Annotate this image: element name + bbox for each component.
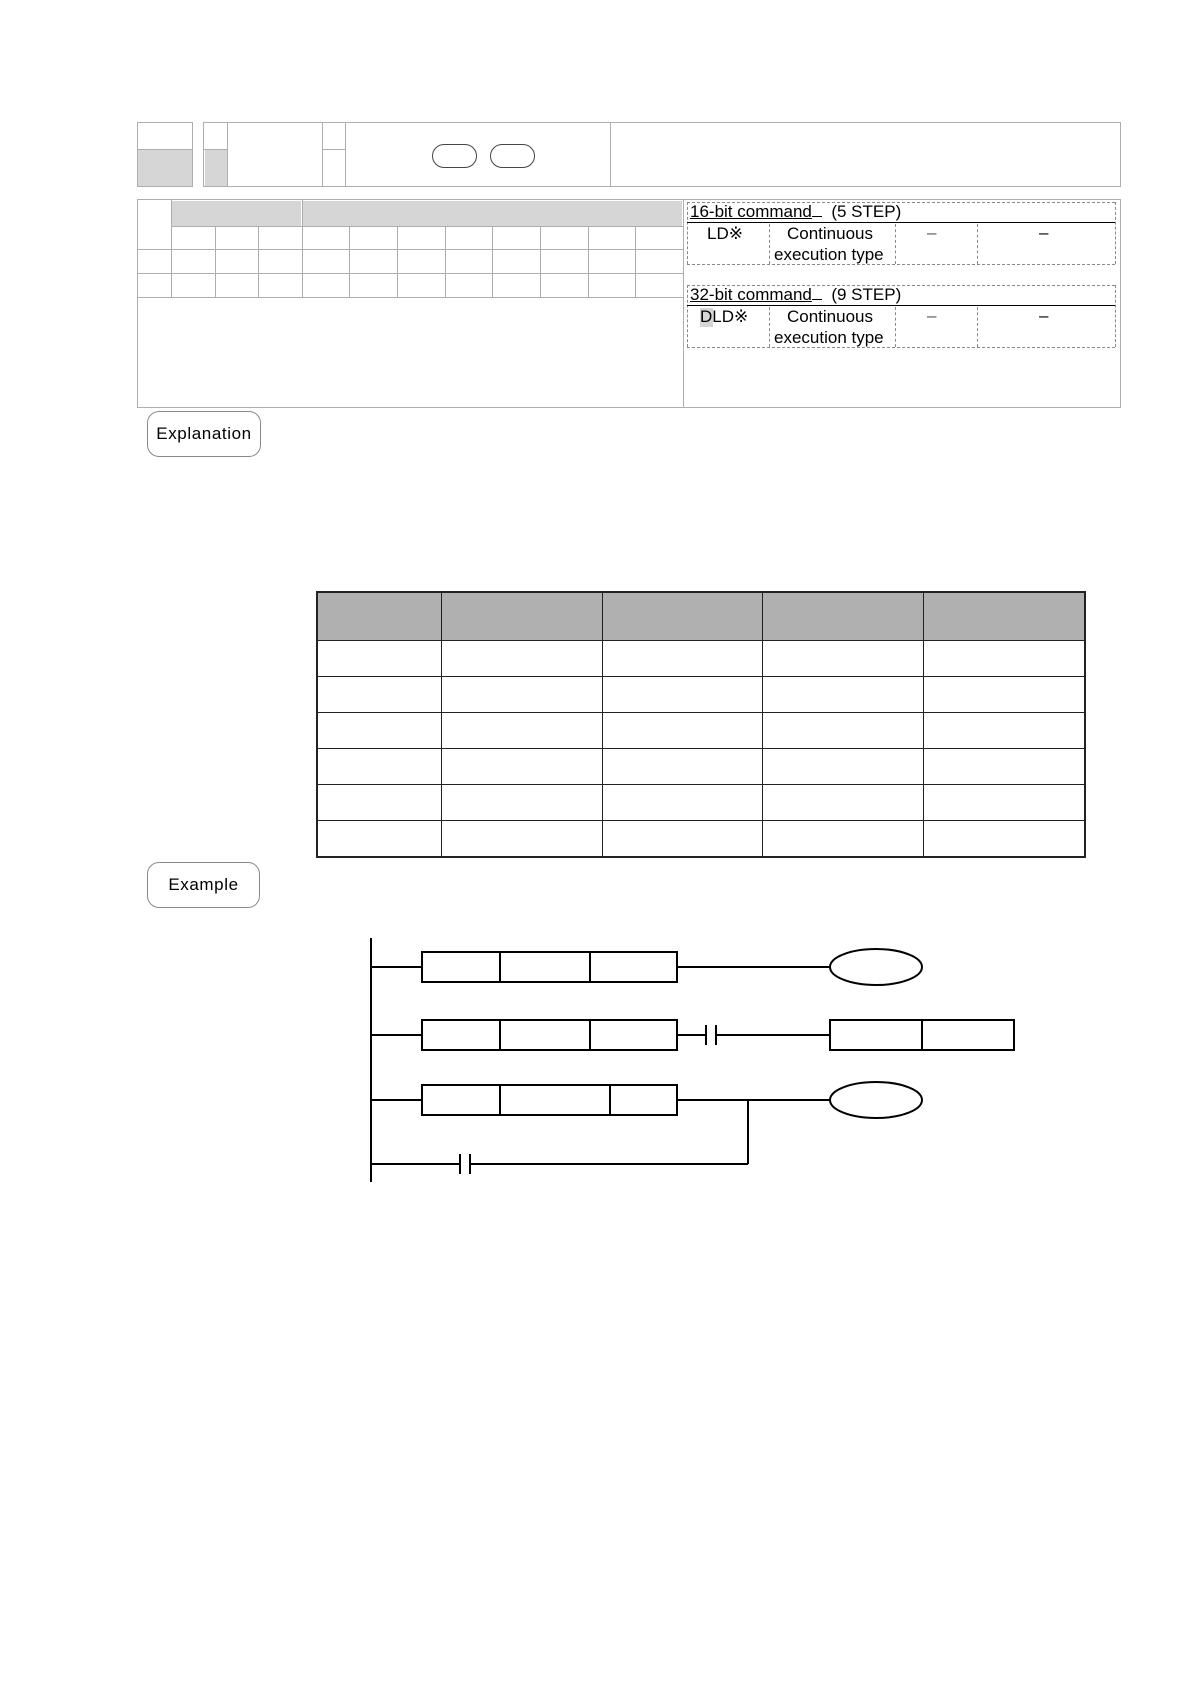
explanation-label: Explanation: [147, 411, 261, 457]
output-coil-2: [830, 1082, 922, 1118]
table-row: [317, 785, 1085, 821]
device-grid: [138, 200, 683, 298]
ladder-diagram: [360, 930, 1020, 1190]
table-row: [317, 641, 1085, 677]
command-16bit-type-line2: execution type: [774, 245, 884, 264]
operand-key-2: [490, 144, 535, 168]
command-32bit-type-line2: execution type: [774, 328, 884, 347]
compare-box-3: [422, 1085, 677, 1115]
table-row: [317, 749, 1085, 785]
command-32bit-mnemonic: DLD※: [700, 307, 749, 326]
table-header-row: [317, 592, 1085, 641]
command-32bit-steps: (9 STEP): [831, 285, 902, 304]
command-32bit: [687, 283, 1117, 353]
command-16bit: [687, 200, 1117, 270]
command-16bit-col4: –: [1039, 223, 1049, 242]
operation-table: [316, 591, 1086, 858]
command-16bit-mnemonic: LD※: [707, 224, 743, 243]
operands-cell: [345, 122, 611, 187]
command-32bit-label: 32-bit command: [690, 285, 812, 304]
command-32bit-col4: –: [1039, 306, 1049, 325]
command-16bit-type-line1: Continuous: [787, 224, 874, 243]
mnemonic-cell: [203, 122, 346, 187]
operand-key-1: [432, 144, 477, 168]
function-cell: [610, 122, 1121, 187]
command-16bit-steps: (5 STEP): [831, 202, 902, 221]
operand-info-box: [137, 199, 1121, 408]
command-32bit-col3: –: [927, 306, 937, 325]
api-number-cell: [137, 122, 193, 187]
command-16bit-col3: –: [927, 223, 937, 242]
header-box: [137, 122, 1121, 187]
compare-box-1: [422, 952, 677, 982]
compare-box-2: [422, 1020, 677, 1050]
output-coil-1: [830, 949, 922, 985]
command-16bit-label: 16-bit command: [690, 202, 812, 221]
table-row: [317, 677, 1085, 713]
example-label: Example: [147, 862, 260, 908]
command-32bit-type-line1: Continuous: [787, 307, 874, 326]
table-row: [317, 713, 1085, 749]
table-row: [317, 821, 1085, 858]
